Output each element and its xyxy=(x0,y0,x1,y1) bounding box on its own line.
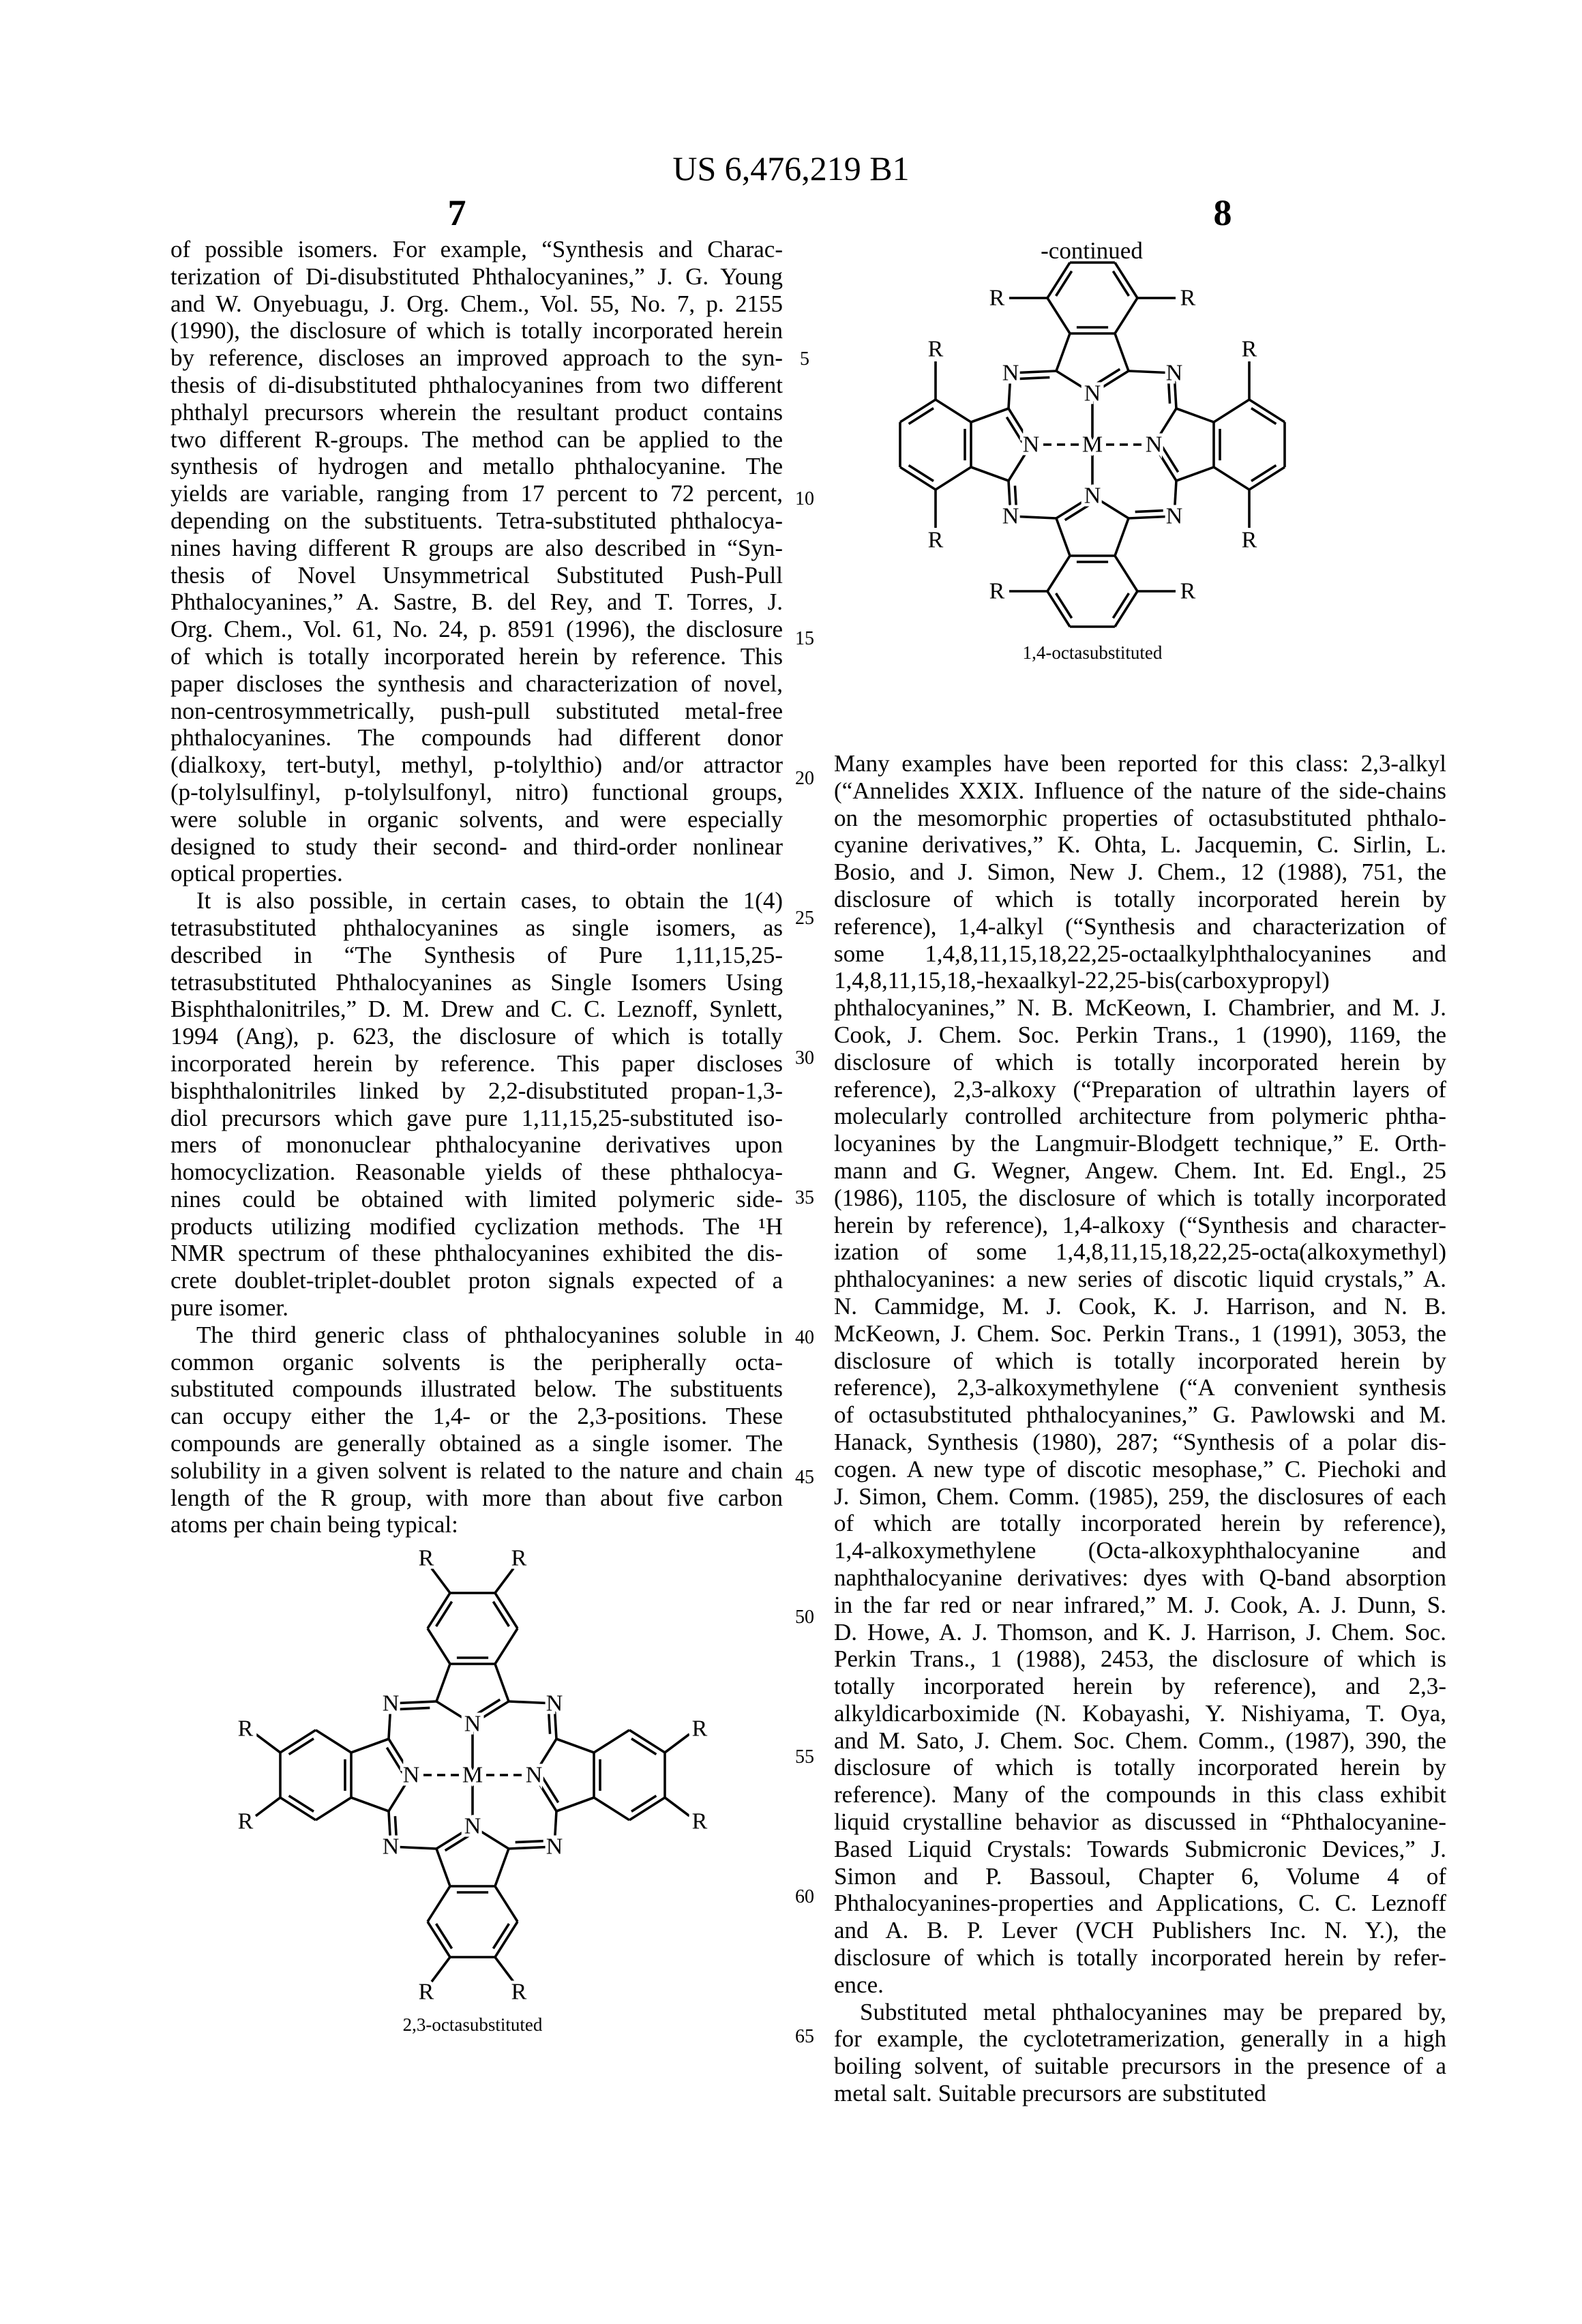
bond xyxy=(432,1957,450,1982)
bond xyxy=(289,1739,314,1755)
r-group-label: R xyxy=(1242,337,1257,362)
metal-center-label: M xyxy=(462,1763,483,1788)
right-column-text xyxy=(834,750,1446,2107)
text-line: can occupy either the 1,4- or the 2,3-positions. These xyxy=(170,1403,783,1430)
text-line: and M. Sato, J. Chem. Soc. Chem. Comm., (1987), 390, the xyxy=(834,1727,1446,1755)
page-number-right: 8 xyxy=(1189,192,1257,233)
text-line: phthalocyanines,” N. B. McKeown, I. Chambrier, and M. J. xyxy=(834,994,1446,1022)
pyrrole-nitrogen-label: N xyxy=(464,1712,481,1737)
bond xyxy=(428,1886,450,1922)
text-line: pure isomer. xyxy=(170,1294,783,1322)
pyrrole-nitrogen-label: N xyxy=(1023,432,1040,458)
text-line: naphthalocyanine derivatives: dyes with Q-band absorption xyxy=(834,1564,1446,1592)
text-line: ization of some 1,4,8,11,15,18,22,25-octa(alkoxymethyl) xyxy=(834,1238,1446,1266)
text-line: of possible isomers. For example, “Synthesis and Charac- xyxy=(170,236,783,263)
text-line: designed to study their second- and third-order nonlinear xyxy=(170,833,783,861)
text-line: The third generic class of phthalocyanines soluble in xyxy=(170,1322,783,1349)
pyrrole-nitrogen-label: N xyxy=(464,1814,481,1839)
text-line: non-centrosymmetrically, push-pull substituted metal-free xyxy=(170,698,783,725)
text-line: for example, the cyclotetramerization, generally in a high xyxy=(834,2025,1446,2053)
text-line: J. Simon, Chem. Comm. (1985), 259, the disclosures of each xyxy=(834,1483,1446,1510)
bond xyxy=(436,1602,452,1626)
text-line: 1,4,8,11,15,18,-hexaalkyl-22,25-bis(carboxypropyl) xyxy=(834,967,1446,994)
bond xyxy=(1115,518,1129,556)
text-line: by reference, discloses an improved approach to the syn- xyxy=(170,344,783,372)
text-line: cyanine derivatives,” K. Ohta, L. Jacquemin, C. Sirlin, L. xyxy=(834,831,1446,859)
text-line: (dialkoxy, tert-butyl, methyl, p-tolylthio) and/or attractor xyxy=(170,751,783,779)
bond xyxy=(428,1628,450,1664)
bond xyxy=(495,1664,509,1701)
aza-nitrogen-label: N xyxy=(1166,504,1183,529)
text-line: synthesis of hydrogen and metallo phthalocyanine. The xyxy=(170,453,783,480)
text-line: products utilizing modified cyclization methods. The ¹H xyxy=(170,1213,783,1240)
bond xyxy=(1115,298,1137,333)
text-line: yields are variable, ranging from 17 percent to 72 percent, xyxy=(170,480,783,507)
text-line: on the mesomorphic properties of octasubstituted phthalo- xyxy=(834,805,1446,832)
text-line: were soluble in organic solvents, and were especially xyxy=(170,806,783,833)
text-line: incorporated herein by reference. This paper discloses xyxy=(170,1050,783,1077)
text-line: compounds are generally obtained as a single isomer. The xyxy=(170,1430,783,1457)
text-line: common organic solvents is the peripherally octa- xyxy=(170,1349,783,1376)
bond xyxy=(1251,465,1276,481)
text-line: and W. Onyebuagu, J. Org. Chem., Vol. 55, No. 7, p. 2155 xyxy=(170,290,783,318)
text-line: Substituted metal phthalocyanines may be prepared by, xyxy=(834,1999,1446,2026)
bond xyxy=(594,1798,629,1820)
bond xyxy=(556,1798,594,1811)
text-line: bisphthalonitriles linked by 2,2-disubstituted propan-1,3- xyxy=(170,1077,783,1105)
bond xyxy=(436,1849,450,1886)
text-line: disclosure of which is totally incorporated herein by xyxy=(834,1049,1446,1076)
bond xyxy=(1056,518,1070,556)
bond xyxy=(631,1796,656,1811)
text-line: locyanines by the Langmuir-Blodgett technique,” E. Orth- xyxy=(834,1130,1446,1157)
line-number: 50 xyxy=(784,1607,825,1628)
text-line: thesis of di-disubstituted phthalocyanines from two different xyxy=(170,372,783,399)
page-number-left: 7 xyxy=(423,192,491,233)
aza-nitrogen-label: N xyxy=(546,1834,563,1860)
bond xyxy=(316,1730,351,1753)
pyrrole-nitrogen-label: N xyxy=(403,1763,420,1788)
line-number: 5 xyxy=(784,348,825,370)
bond xyxy=(495,1886,518,1922)
text-line: reference), 1,4-alkyl (“Synthesis and characterization of xyxy=(834,913,1446,940)
bond xyxy=(387,1748,402,1773)
text-line: phthalocyanines. The compounds had different donor xyxy=(170,724,783,751)
bond xyxy=(1056,333,1070,371)
line-number: 65 xyxy=(784,2026,825,2048)
aza-nitrogen-label: N xyxy=(383,1834,400,1860)
text-line: nines having different R groups are also described in “Syn- xyxy=(170,535,783,562)
bond xyxy=(495,1568,513,1593)
bond xyxy=(1056,271,1072,296)
bond xyxy=(909,465,934,481)
figure-caption-2-3: 2,3-octasubstituted xyxy=(268,2014,677,2036)
r-group-label: R xyxy=(1180,579,1196,604)
r-group-label: R xyxy=(419,1546,434,1571)
text-line: mers of mononuclear phthalocyanine derivatives upon xyxy=(170,1131,783,1159)
bond xyxy=(1251,408,1276,424)
text-line: Phthalocyanines-properties and Applications, C. C. Leznoff xyxy=(834,1890,1446,1917)
text-line: Org. Chem., Vol. 61, No. 24, p. 8591 (1996), the disclosure xyxy=(170,616,783,643)
text-line: Bosio, and J. Simon, New J. Chem., 12 (1988), 751, the xyxy=(834,859,1446,886)
bond xyxy=(1006,417,1022,443)
text-line: homocyclization. Reasonable yields of these phthalocya- xyxy=(170,1159,783,1186)
bond xyxy=(971,467,1009,481)
bond xyxy=(543,1777,558,1802)
aza-nitrogen-label: N xyxy=(383,1691,400,1716)
text-line: reference), 2,3-alkoxy (“Preparation of ultrathin layers of xyxy=(834,1076,1446,1103)
bond xyxy=(1163,447,1178,472)
text-line: boiling solvent, of suitable precursors in the presence of a xyxy=(834,2053,1446,2080)
bond xyxy=(1115,333,1129,371)
bond xyxy=(1214,400,1249,422)
text-line: (p-tolylsulfinyl, p-tolylsulfonyl, nitro) functional groups, xyxy=(170,779,783,806)
bond xyxy=(556,1739,594,1753)
bond xyxy=(495,1957,513,1982)
text-line: disclosure of which is totally incorporated herein by xyxy=(834,1754,1446,1781)
aza-nitrogen-label: N xyxy=(1002,361,1019,386)
text-line: thesis of Novel Unsymmetrical Substituted Push-Pull xyxy=(170,562,783,589)
figure-1-4-octasubstituted-phthalocyanine xyxy=(820,172,1365,717)
text-line: crete doublet-triplet-doublet proton signals expected of a xyxy=(170,1267,783,1294)
pyrrole-nitrogen-label: N xyxy=(1146,432,1163,458)
text-line: Bisphthalonitriles,” D. M. Drew and C. C. Leznoff, Synlett, xyxy=(170,996,783,1023)
left-column-text xyxy=(170,236,783,1538)
r-group-label: R xyxy=(1242,528,1257,553)
text-line: reference), 2,3-alkoxymethylene (“A convenient synthesis xyxy=(834,1374,1446,1401)
aza-nitrogen-label: N xyxy=(1166,361,1183,386)
line-number: 10 xyxy=(784,488,825,510)
text-line: (1990), the disclosure of which is totally incorporated herein xyxy=(170,317,783,344)
text-line: NMR spectrum of these phthalocyanines exhibited the dis- xyxy=(170,1240,783,1267)
text-line: phthalyl precursors wherein the resultant product contains xyxy=(170,399,783,426)
text-line: Hanack, Synthesis (1980), 287; “Synthesis of a polar dis- xyxy=(834,1429,1446,1456)
text-line: 1994 (Ang), p. 623, the disclosure of which is totally xyxy=(170,1023,783,1050)
text-line: depending on the substituents. Tetra-substituted phthalocya- xyxy=(170,507,783,535)
bond xyxy=(971,408,1009,422)
bond xyxy=(436,1924,452,1948)
text-line: disclosure of which is totally incorporated herein by xyxy=(834,1347,1446,1375)
bond xyxy=(936,467,971,490)
bond xyxy=(1113,593,1129,618)
r-group-label: R xyxy=(989,286,1005,311)
bond xyxy=(665,1734,689,1753)
bond xyxy=(351,1739,389,1753)
text-line: terization of Di-disubstituted Phthalocyanines,” J. G. Young xyxy=(170,263,783,290)
bond xyxy=(436,1664,450,1701)
line-number: 55 xyxy=(784,1746,825,1768)
line-number: 25 xyxy=(784,908,825,929)
r-group-label: R xyxy=(928,337,944,362)
text-line: of which is totally incorporated herein by reference. This xyxy=(170,643,783,670)
text-line: reference). Many of the compounds in this class exhibit xyxy=(834,1781,1446,1808)
text-line: Based Liquid Crystals: Towards Submicronic Devices,” J. xyxy=(834,1836,1446,1863)
r-group-label: R xyxy=(989,579,1005,604)
text-line: two different R-groups. The method can be applied to the xyxy=(170,426,783,453)
line-number: 40 xyxy=(784,1327,825,1349)
bond xyxy=(1113,271,1129,296)
r-group-label: R xyxy=(692,1809,708,1834)
text-line: totally incorporated herein by reference), and 2,3- xyxy=(834,1673,1446,1700)
bond xyxy=(1047,298,1070,333)
text-line: alkyldicarboximide (N. Kobayashi, Y. Nishiyama, T. Oya, xyxy=(834,1700,1446,1727)
text-line: metal salt. Suitable precursors are substituted xyxy=(834,2080,1446,2107)
bond xyxy=(1135,510,1167,511)
bond xyxy=(493,1924,509,1948)
text-line: paper discloses the synthesis and characterization of novel, xyxy=(170,670,783,698)
text-line: Perkin Trans., 1 (1988), 2453, the disclosure of which is xyxy=(834,1645,1446,1673)
text-line: ence. xyxy=(834,1971,1446,1999)
bond xyxy=(1115,556,1137,591)
aza-nitrogen-label: N xyxy=(1002,504,1019,529)
bond xyxy=(493,1602,509,1626)
text-line: mann and G. Wegner, Angew. Chem. Int. Ed. Engl., 25 xyxy=(834,1157,1446,1185)
text-line: (“Annelides XXIX. Influence of the nature of the side-chains xyxy=(834,777,1446,805)
bond xyxy=(256,1734,280,1753)
text-line: diol precursors which gave pure 1,11,15,25-substituted iso- xyxy=(170,1105,783,1132)
text-line: disclosure of which is totally incorporated herein by refer- xyxy=(834,1944,1446,1971)
bond xyxy=(1176,467,1214,481)
text-line: tetrasubstituted Phthalocyanines as Single Isomers Using xyxy=(170,969,783,996)
r-group-label: R xyxy=(692,1716,708,1742)
bond xyxy=(516,1841,548,1842)
text-line: some 1,4,8,11,15,18,22,25-octaalkylphthalocyanines and xyxy=(834,940,1446,968)
text-line: length of the R group, with more than about five carbon xyxy=(170,1485,783,1512)
continued-label: -continued xyxy=(955,237,1228,265)
text-line: phthalocyanines: a new series of discotic liquid crystals,” A. xyxy=(834,1266,1446,1293)
bond xyxy=(398,1708,430,1709)
line-number: 35 xyxy=(784,1187,825,1209)
bond xyxy=(1176,408,1214,422)
line-number: 45 xyxy=(784,1467,825,1489)
bond xyxy=(495,1628,518,1664)
line-number: 15 xyxy=(784,628,825,650)
text-line: in the far red or near infrared,” M. J. Cook, A. J. Dunn, S. xyxy=(834,1592,1446,1619)
bond xyxy=(432,1568,450,1593)
bond xyxy=(665,1798,689,1816)
r-group-label: R xyxy=(419,1980,434,2005)
text-line: tetrasubstituted phthalocyanines as single isomers, as xyxy=(170,914,783,942)
aza-nitrogen-label: N xyxy=(546,1691,563,1716)
figure-caption-1-4: 1,4-octasubstituted xyxy=(888,642,1297,664)
line-number: 30 xyxy=(784,1047,825,1069)
bond xyxy=(316,1798,351,1820)
bond xyxy=(1056,593,1072,618)
pyrrole-nitrogen-label: N xyxy=(1084,381,1101,406)
text-line: Cook, J. Chem. Soc. Perkin Trans., 1 (1990), 1169, the xyxy=(834,1022,1446,1049)
bond xyxy=(936,400,971,422)
pyrrole-nitrogen-label: N xyxy=(1084,483,1101,509)
bond xyxy=(495,1849,509,1886)
line-number: 20 xyxy=(784,768,825,790)
text-line: Simon and P. Bassoul, Chapter 6, Volume 4 of xyxy=(834,1863,1446,1890)
text-line: McKeown, J. Chem. Soc. Perkin Trans., 1 (1991), 3053, the xyxy=(834,1320,1446,1347)
text-line: It is also possible, in certain cases, to obtain the 1(4) xyxy=(170,887,783,914)
text-line: D. Howe, A. J. Thomson, and K. J. Harrison, J. Chem. Soc. xyxy=(834,1619,1446,1646)
r-group-label: R xyxy=(511,1546,527,1571)
text-line: (1986), 1105, the disclosure of which is totally incorporated xyxy=(834,1185,1446,1212)
text-line: liquid crystalline behavior as discussed in “Phthalocyanine- xyxy=(834,1808,1446,1836)
pyrrole-nitrogen-label: N xyxy=(526,1763,543,1788)
figure-2-3-octasubstituted-phthalocyanine xyxy=(200,1502,745,2048)
text-line: atoms per chain being typical: xyxy=(170,1511,783,1538)
bond xyxy=(631,1739,656,1755)
text-line: of which are totally incorporated herein by reference), xyxy=(834,1510,1446,1537)
text-line: Many examples have been reported for this class: 2,3-alkyl xyxy=(834,750,1446,777)
bond xyxy=(1214,467,1249,490)
r-group-label: R xyxy=(1180,286,1196,311)
text-line: cogen. A new type of discotic mesophase,” C. Piechoki and xyxy=(834,1456,1446,1483)
bond xyxy=(256,1798,280,1816)
text-line: disclosure of which is totally incorporated herein by xyxy=(834,886,1446,913)
text-line: of octasubstituted phthalocyanines,” G. Pawlowski and M. xyxy=(834,1401,1446,1429)
r-group-label: R xyxy=(928,528,944,553)
text-line: molecularly controlled architecture from polymeric phtha- xyxy=(834,1103,1446,1130)
text-line: substituted compounds illustrated below. The substituents xyxy=(170,1375,783,1403)
metal-center-label: M xyxy=(1082,432,1103,458)
line-number: 60 xyxy=(784,1886,825,1908)
text-line: nines could be obtained with limited polymeric side- xyxy=(170,1186,783,1213)
text-line: herein by reference), 1,4-alkoxy (“Synthesis and character- xyxy=(834,1212,1446,1239)
bond xyxy=(289,1796,314,1811)
text-line: Phthalocyanines,” A. Sastre, B. del Rey, and T. Torres, J. xyxy=(170,589,783,616)
r-group-label: R xyxy=(238,1809,254,1834)
text-line: and A. B. P. Lever (VCH Publishers Inc. N. Y.), the xyxy=(834,1917,1446,1944)
bond xyxy=(1047,556,1070,591)
patent-number: US 6,476,219 B1 xyxy=(0,149,1582,188)
text-line: solubility in a given solvent is related to the nature and chain xyxy=(170,1457,783,1485)
text-line: described in “The Synthesis of Pure 1,11,15,25- xyxy=(170,942,783,969)
text-line: 1,4-alkoxymethylene (Octa-alkoxyphthalocyanine and xyxy=(834,1537,1446,1564)
bond xyxy=(351,1798,389,1811)
bond xyxy=(1017,377,1049,378)
text-line: N. Cammidge, M. J. Cook, K. J. Harrison, and N. B. xyxy=(834,1293,1446,1320)
bond xyxy=(594,1730,629,1753)
r-group-label: R xyxy=(238,1716,254,1742)
text-line: optical properties. xyxy=(170,860,783,887)
bond xyxy=(909,408,934,424)
r-group-label: R xyxy=(511,1980,527,2005)
